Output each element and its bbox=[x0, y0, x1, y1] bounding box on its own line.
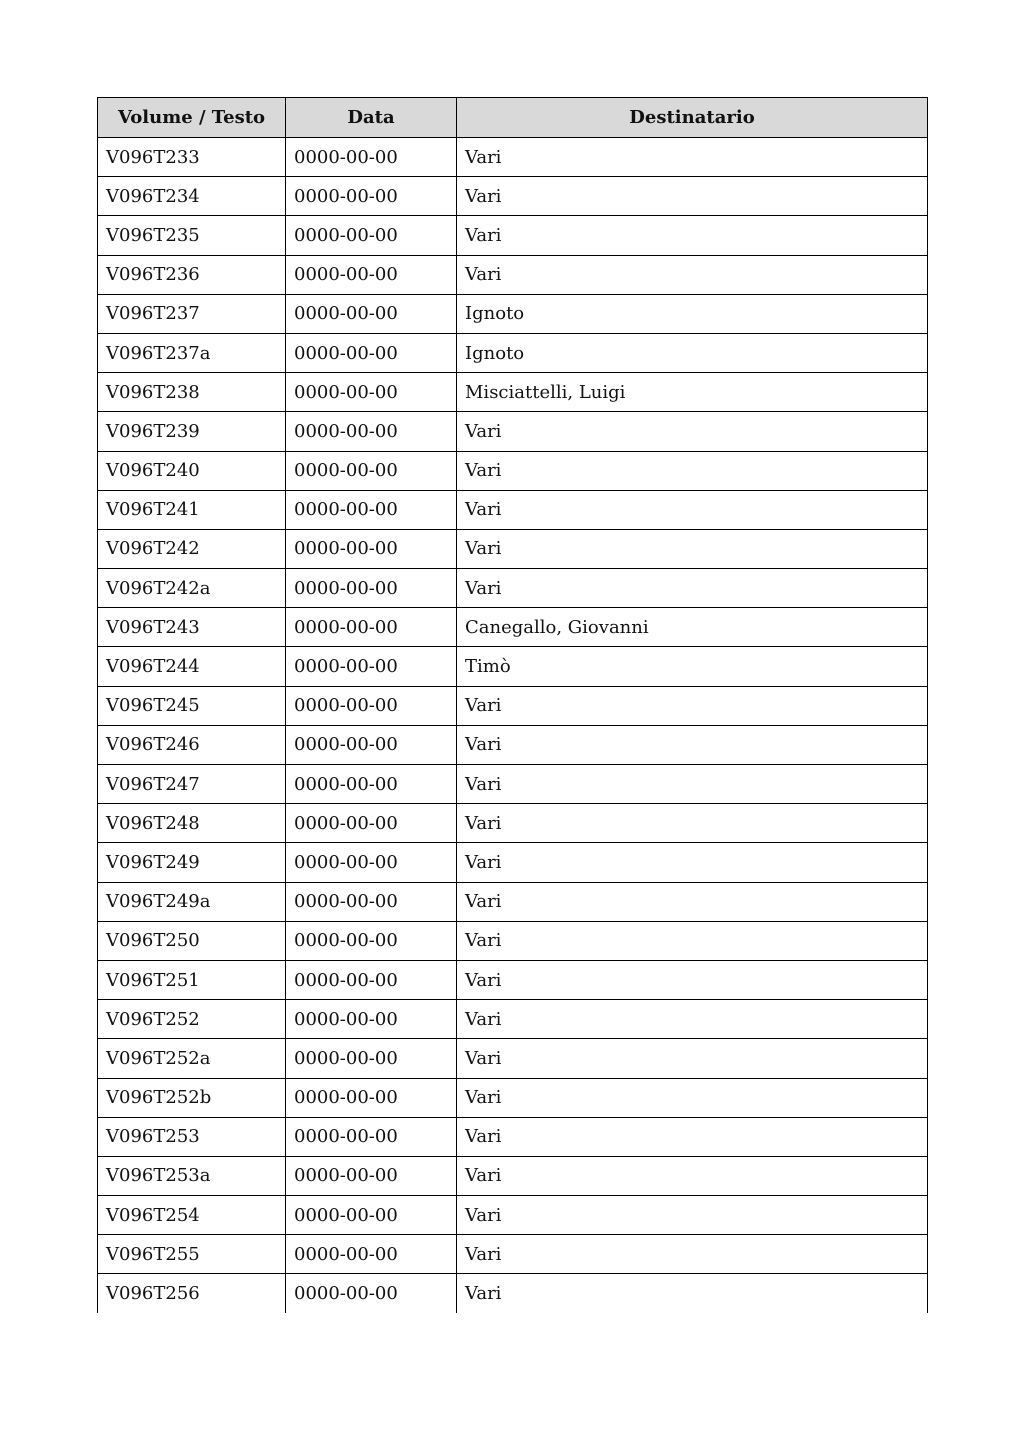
volume-testo-cell: V096T234 bbox=[98, 177, 286, 216]
destinatario-cell: Vari bbox=[457, 216, 928, 255]
destinatario-cell: Vari bbox=[457, 686, 928, 725]
data-cell: 0000-00-00 bbox=[286, 333, 457, 372]
volume-testo-cell: V096T255 bbox=[98, 1235, 286, 1274]
data-cell: 0000-00-00 bbox=[286, 412, 457, 451]
destinatario-cell: Vari bbox=[457, 138, 928, 177]
destinatario-cell: Vari bbox=[457, 412, 928, 451]
table-row bbox=[98, 1039, 928, 1078]
data-cell: 0000-00-00 bbox=[286, 255, 457, 294]
data-cell: 0000-00-00 bbox=[286, 1000, 457, 1039]
volume-testo-cell: V096T233 bbox=[98, 138, 286, 177]
data-cell: 0000-00-00 bbox=[286, 608, 457, 647]
data-cell: 0000-00-00 bbox=[286, 1117, 457, 1156]
destinatario-cell: Timò bbox=[457, 647, 928, 686]
table-row bbox=[98, 1078, 928, 1117]
volume-testo-cell: V096T249 bbox=[98, 843, 286, 882]
volume-testo-cell: V096T242 bbox=[98, 529, 286, 568]
destinatario-cell: Vari bbox=[457, 1000, 928, 1039]
destinatario-cell: Misciattelli, Luigi bbox=[457, 373, 928, 412]
destinatario-cell: Vari bbox=[457, 1274, 928, 1313]
data-cell: 0000-00-00 bbox=[286, 647, 457, 686]
destinatario-cell: Vari bbox=[457, 843, 928, 882]
destinatario-cell: Vari bbox=[457, 255, 928, 294]
volume-testo-cell: V096T249a bbox=[98, 882, 286, 921]
volume-testo-cell: V096T252a bbox=[98, 1039, 286, 1078]
volume-testo-cell: V096T243 bbox=[98, 608, 286, 647]
table-row bbox=[98, 1274, 928, 1313]
destinatario-cell: Vari bbox=[457, 451, 928, 490]
table-header bbox=[98, 98, 928, 138]
volume-testo-cell: V096T242a bbox=[98, 569, 286, 608]
destinatario-cell: Vari bbox=[457, 960, 928, 999]
volume-testo-cell: V096T237a bbox=[98, 333, 286, 372]
table-row bbox=[98, 177, 928, 216]
data-cell: 0000-00-00 bbox=[286, 843, 457, 882]
destinatario-cell: Canegallo, Giovanni bbox=[457, 608, 928, 647]
data-cell: 0000-00-00 bbox=[286, 1196, 457, 1235]
header-row bbox=[98, 98, 928, 138]
table-row bbox=[98, 765, 928, 804]
destinatario-cell: Vari bbox=[457, 177, 928, 216]
data-cell: 0000-00-00 bbox=[286, 216, 457, 255]
data-cell: 0000-00-00 bbox=[286, 1274, 457, 1313]
data-cell: 0000-00-00 bbox=[286, 490, 457, 529]
table-row bbox=[98, 529, 928, 568]
data-cell: 0000-00-00 bbox=[286, 529, 457, 568]
table-row bbox=[98, 1235, 928, 1274]
volume-testo-cell: V096T241 bbox=[98, 490, 286, 529]
destinatario-cell: Vari bbox=[457, 882, 928, 921]
table-row bbox=[98, 333, 928, 372]
data-cell: 0000-00-00 bbox=[286, 569, 457, 608]
destinatario-cell: Vari bbox=[457, 490, 928, 529]
destinatario-cell: Vari bbox=[457, 1196, 928, 1235]
table-row bbox=[98, 960, 928, 999]
data-cell: 0000-00-00 bbox=[286, 686, 457, 725]
table-row bbox=[98, 1117, 928, 1156]
volume-testo-cell: V096T244 bbox=[98, 647, 286, 686]
destinatario-cell: Vari bbox=[457, 1117, 928, 1156]
volume-testo-cell: V096T245 bbox=[98, 686, 286, 725]
destinatario-cell: Vari bbox=[457, 1235, 928, 1274]
letters-table bbox=[97, 97, 928, 1313]
data-cell: 0000-00-00 bbox=[286, 451, 457, 490]
column-header-volume-testo: Volume / Testo bbox=[98, 98, 286, 138]
table-row bbox=[98, 804, 928, 843]
table-row bbox=[98, 608, 928, 647]
volume-testo-cell: V096T239 bbox=[98, 412, 286, 451]
column-header-destinatario: Destinatario bbox=[457, 98, 928, 138]
data-cell: 0000-00-00 bbox=[286, 1078, 457, 1117]
destinatario-cell: Vari bbox=[457, 1078, 928, 1117]
volume-testo-cell: V096T248 bbox=[98, 804, 286, 843]
data-cell: 0000-00-00 bbox=[286, 765, 457, 804]
table-row bbox=[98, 882, 928, 921]
data-cell: 0000-00-00 bbox=[286, 373, 457, 412]
volume-testo-cell: V096T256 bbox=[98, 1274, 286, 1313]
table-row bbox=[98, 725, 928, 764]
volume-testo-cell: V096T252b bbox=[98, 1078, 286, 1117]
data-cell: 0000-00-00 bbox=[286, 177, 457, 216]
data-cell: 0000-00-00 bbox=[286, 921, 457, 960]
destinatario-cell: Vari bbox=[457, 1156, 928, 1195]
volume-testo-cell: V096T247 bbox=[98, 765, 286, 804]
volume-testo-cell: V096T238 bbox=[98, 373, 286, 412]
volume-testo-cell: V096T236 bbox=[98, 255, 286, 294]
table-row bbox=[98, 569, 928, 608]
volume-testo-cell: V096T240 bbox=[98, 451, 286, 490]
volume-testo-cell: V096T250 bbox=[98, 921, 286, 960]
destinatario-cell: Vari bbox=[457, 765, 928, 804]
table-row bbox=[98, 921, 928, 960]
destinatario-cell: Vari bbox=[457, 1039, 928, 1078]
volume-testo-cell: V096T246 bbox=[98, 725, 286, 764]
volume-testo-cell: V096T237 bbox=[98, 294, 286, 333]
data-cell: 0000-00-00 bbox=[286, 1039, 457, 1078]
data-cell: 0000-00-00 bbox=[286, 1156, 457, 1195]
table-row bbox=[98, 1196, 928, 1235]
table-row bbox=[98, 451, 928, 490]
column-header-data: Data bbox=[286, 98, 457, 138]
table-row bbox=[98, 216, 928, 255]
data-cell: 0000-00-00 bbox=[286, 882, 457, 921]
table-row bbox=[98, 373, 928, 412]
destinatario-cell: Vari bbox=[457, 569, 928, 608]
table-row bbox=[98, 255, 928, 294]
destinatario-cell: Vari bbox=[457, 725, 928, 764]
table-row bbox=[98, 647, 928, 686]
table-row bbox=[98, 686, 928, 725]
table-row bbox=[98, 490, 928, 529]
table-row bbox=[98, 412, 928, 451]
table-row bbox=[98, 1000, 928, 1039]
volume-testo-cell: V096T253a bbox=[98, 1156, 286, 1195]
volume-testo-cell: V096T252 bbox=[98, 1000, 286, 1039]
table-body bbox=[98, 138, 928, 1314]
destinatario-cell: Vari bbox=[457, 921, 928, 960]
table-row bbox=[98, 138, 928, 177]
table-row bbox=[98, 294, 928, 333]
volume-testo-cell: V096T254 bbox=[98, 1196, 286, 1235]
data-cell: 0000-00-00 bbox=[286, 960, 457, 999]
data-cell: 0000-00-00 bbox=[286, 1235, 457, 1274]
volume-testo-cell: V096T235 bbox=[98, 216, 286, 255]
volume-testo-cell: V096T253 bbox=[98, 1117, 286, 1156]
destinatario-cell: Ignoto bbox=[457, 333, 928, 372]
data-cell: 0000-00-00 bbox=[286, 138, 457, 177]
data-cell: 0000-00-00 bbox=[286, 725, 457, 764]
destinatario-cell: Vari bbox=[457, 529, 928, 568]
data-cell: 0000-00-00 bbox=[286, 804, 457, 843]
volume-testo-cell: V096T251 bbox=[98, 960, 286, 999]
table-row bbox=[98, 1156, 928, 1195]
table-row bbox=[98, 843, 928, 882]
destinatario-cell: Ignoto bbox=[457, 294, 928, 333]
destinatario-cell: Vari bbox=[457, 804, 928, 843]
data-cell: 0000-00-00 bbox=[286, 294, 457, 333]
